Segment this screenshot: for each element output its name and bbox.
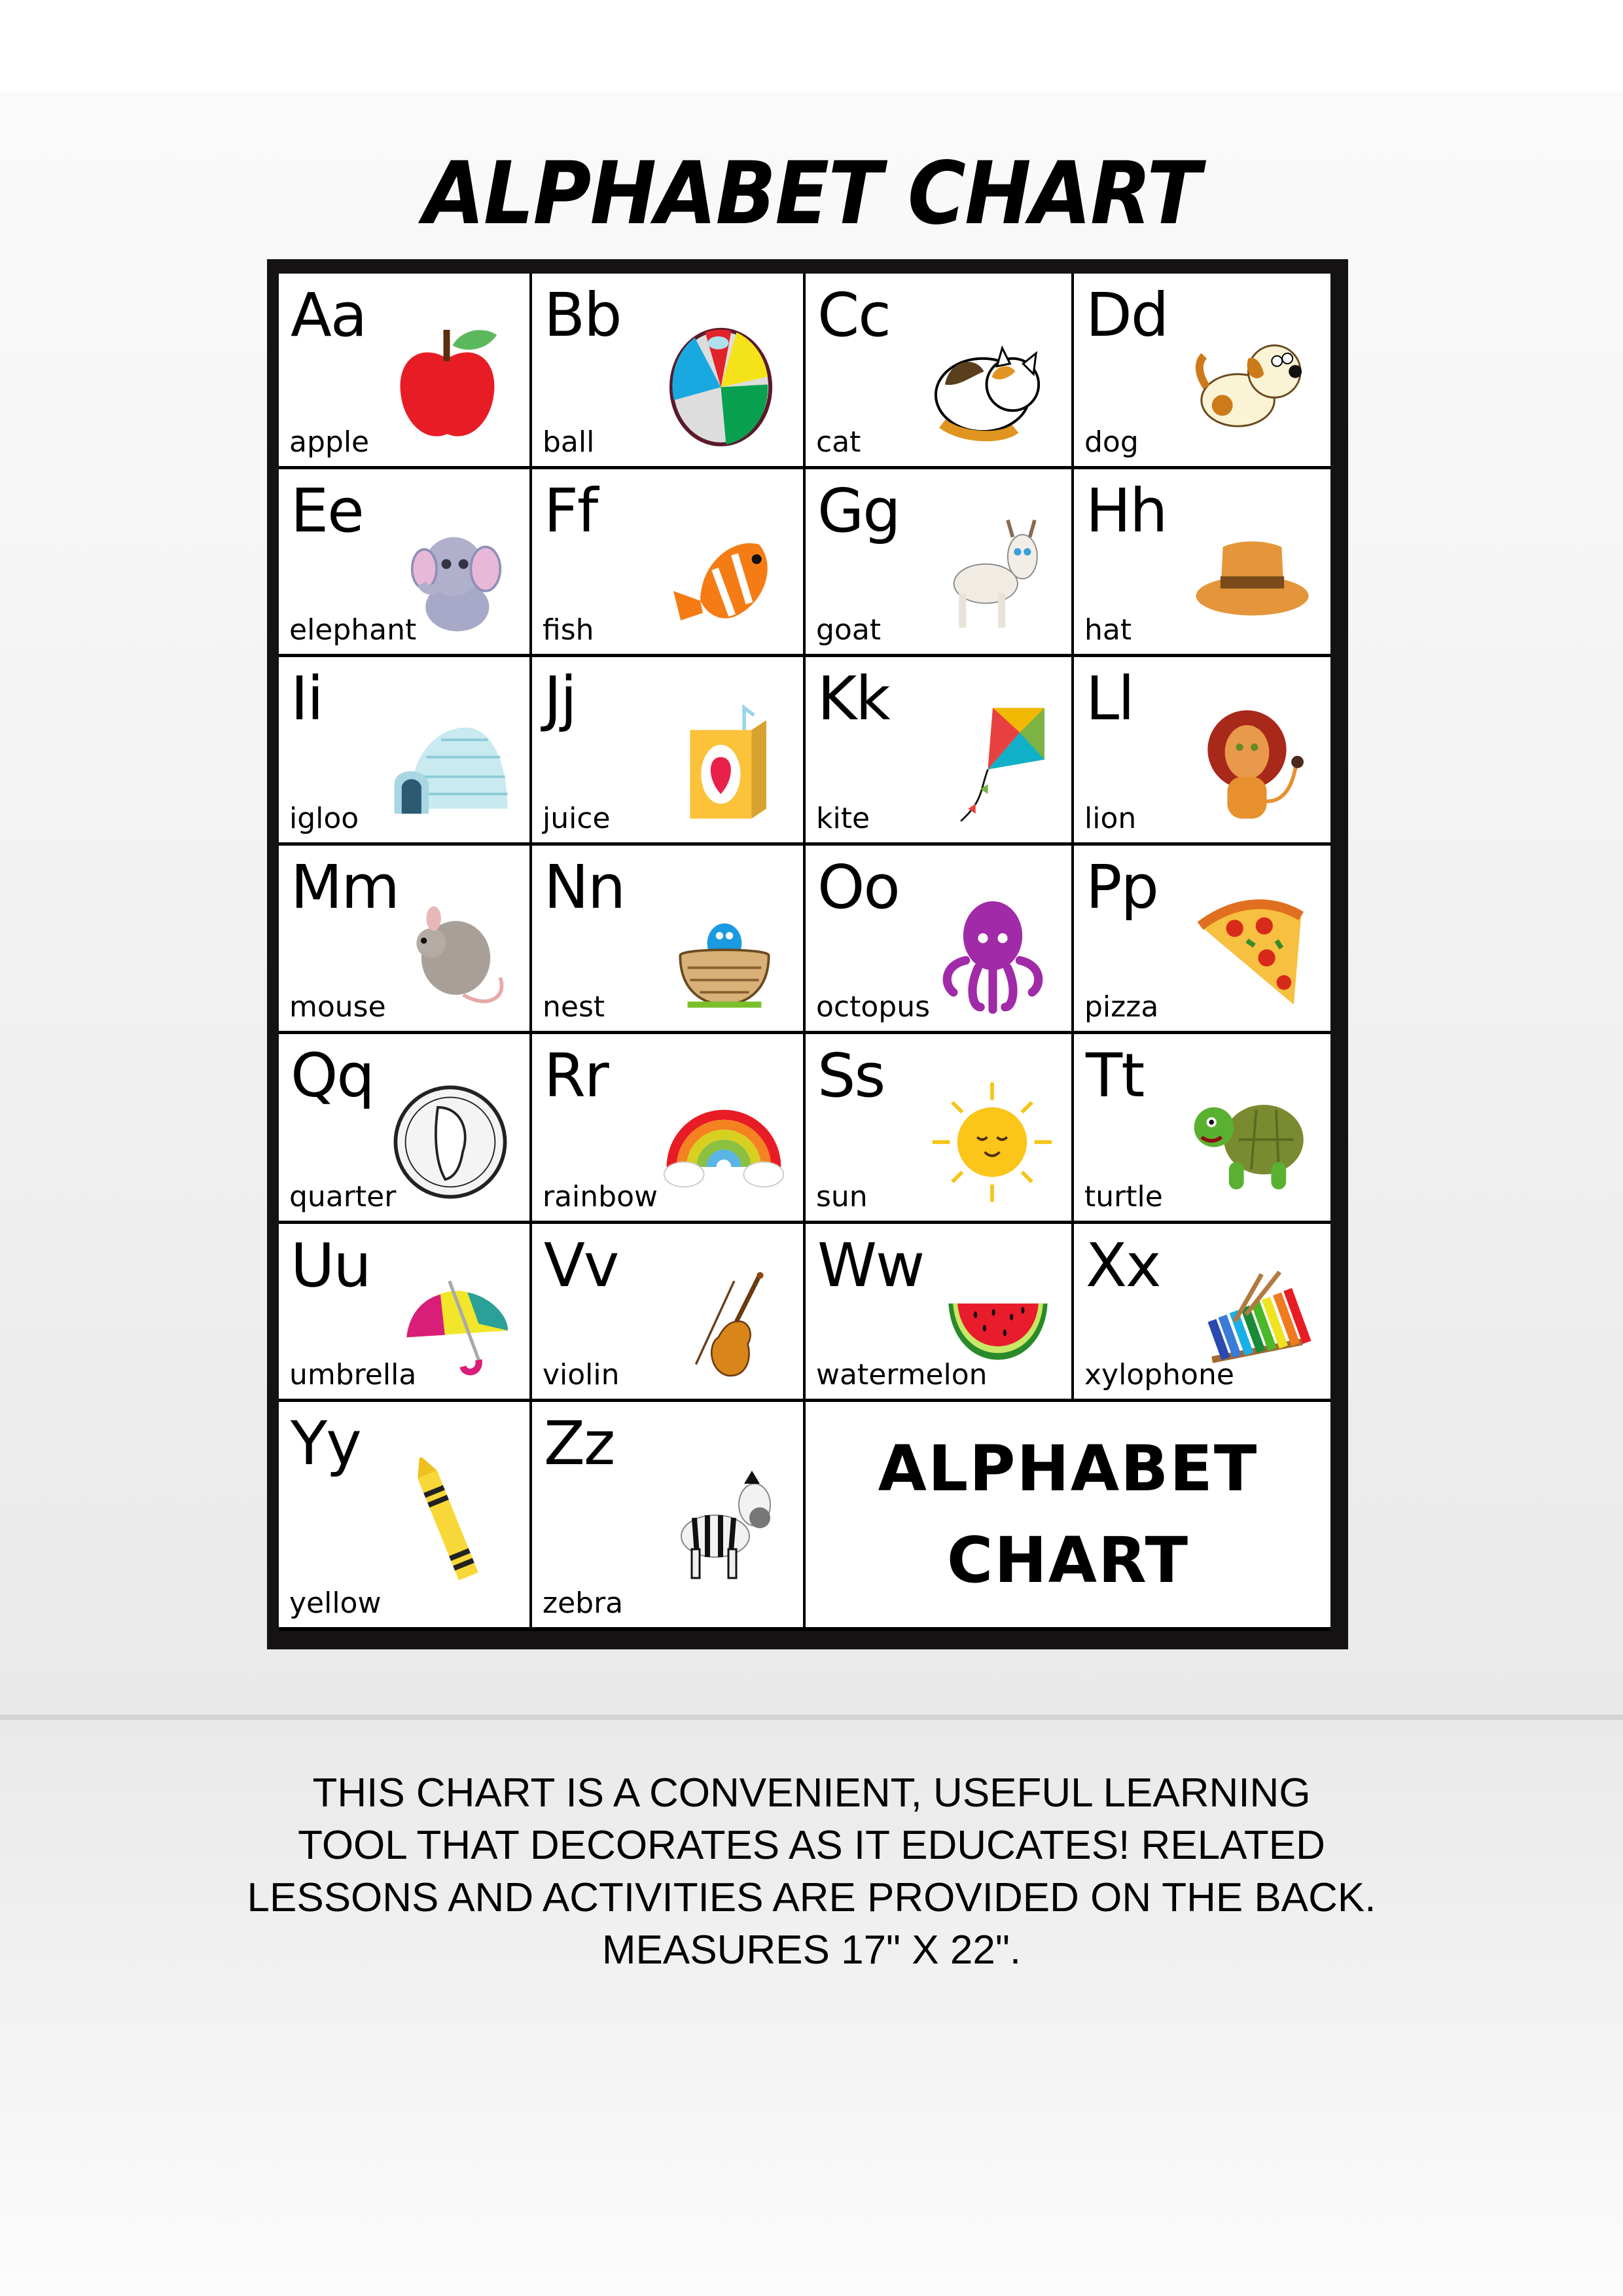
word-label: sun xyxy=(816,1180,868,1213)
word-label: goat xyxy=(816,613,882,647)
letter-card-v xyxy=(532,1224,806,1402)
letter-card-k xyxy=(806,657,1074,846)
chart-label-line: ALPHABET xyxy=(878,1432,1258,1505)
letter-card-y xyxy=(279,1402,532,1631)
word-label: juice xyxy=(543,802,611,835)
lion-icon xyxy=(1190,703,1313,826)
word-label: pizza xyxy=(1084,990,1159,1024)
page-title: ALPHABET CHART xyxy=(423,143,1200,244)
letter-pair: Bb xyxy=(544,280,621,350)
letter-card-a xyxy=(279,274,532,469)
letter-card-f xyxy=(532,469,806,657)
word-label: umbrella xyxy=(289,1358,417,1391)
word-label: quarter xyxy=(289,1180,397,1213)
kite-icon xyxy=(931,703,1054,826)
letter-pair: Ww xyxy=(817,1230,924,1300)
letter-pair: Aa xyxy=(291,280,366,350)
letter-card-x xyxy=(1074,1224,1330,1402)
letter-card-h xyxy=(1074,469,1330,657)
letter-pair: Zz xyxy=(544,1408,615,1479)
violin-icon xyxy=(673,1270,786,1382)
word-label: mouse xyxy=(289,990,386,1024)
word-label: octopus xyxy=(816,990,931,1024)
letter-pair: Nn xyxy=(544,852,625,922)
word-label: ball xyxy=(543,425,595,459)
quarter-icon xyxy=(388,1080,512,1204)
letter-card-j xyxy=(532,657,806,846)
word-label: kite xyxy=(816,802,870,835)
chart-label-card xyxy=(806,1402,1330,1631)
letter-pair: Ff xyxy=(544,476,597,546)
word-label: xylophone xyxy=(1084,1358,1234,1391)
letter-card-e xyxy=(279,469,532,657)
letter-pair: Tt xyxy=(1086,1041,1144,1111)
dog-icon xyxy=(1183,319,1313,450)
mouse-icon xyxy=(389,891,512,1014)
letter-pair: Cc xyxy=(817,280,890,350)
letter-pair: Kk xyxy=(817,664,889,734)
word-label: nest xyxy=(543,990,605,1024)
letter-card-t xyxy=(1074,1034,1330,1224)
letter-pair: Mm xyxy=(291,852,399,922)
letter-card-m xyxy=(279,846,532,1034)
letter-card-q xyxy=(279,1034,532,1224)
letter-pair: Gg xyxy=(817,476,900,546)
word-label: elephant xyxy=(289,613,417,647)
letter-pair: Ll xyxy=(1086,664,1133,734)
zebra-icon xyxy=(655,1458,786,1588)
letter-pair: Jj xyxy=(544,664,576,734)
letter-pair: Pp xyxy=(1086,852,1158,922)
igloo-icon xyxy=(389,703,512,826)
cat-icon xyxy=(924,319,1054,450)
letter-card-g xyxy=(806,469,1074,657)
alphabet-grid xyxy=(279,274,1330,1631)
letter-pair: Rr xyxy=(544,1041,608,1111)
letter-card-r xyxy=(532,1034,806,1224)
sun-icon xyxy=(930,1080,1054,1204)
letter-pair: Oo xyxy=(817,852,899,922)
apple-icon xyxy=(382,319,512,450)
word-label: rainbow xyxy=(543,1180,658,1213)
pizza-icon xyxy=(1190,891,1313,1014)
letter-card-p xyxy=(1074,846,1330,1034)
juice-icon xyxy=(663,703,786,826)
letter-card-z xyxy=(532,1402,806,1631)
letter-pair: Vv xyxy=(544,1230,618,1300)
nest-icon xyxy=(663,891,786,1014)
word-label: hat xyxy=(1084,613,1132,647)
description-line: THIS CHART IS A CONVENIENT, USEFUL LEARNING xyxy=(312,1770,1311,1816)
letter-pair: Xx xyxy=(1086,1230,1160,1300)
umbrella-icon xyxy=(400,1270,512,1382)
letter-card-c xyxy=(806,274,1074,469)
letter-card-w xyxy=(806,1224,1074,1402)
letter-card-d xyxy=(1074,274,1330,469)
word-label: apple xyxy=(289,425,370,459)
hat-icon xyxy=(1191,515,1313,637)
word-label: watermelon xyxy=(816,1358,988,1391)
description-line: MEASURES 17" X 22". xyxy=(601,1928,1022,1973)
letter-card-u xyxy=(279,1224,532,1402)
turtle-icon xyxy=(1189,1080,1313,1204)
octopus-icon xyxy=(931,891,1054,1014)
word-label: yellow xyxy=(289,1587,382,1620)
chart-label-line: CHART xyxy=(946,1524,1190,1597)
letter-pair: Hh xyxy=(1086,476,1167,546)
crayon-icon xyxy=(382,1458,512,1588)
fish-icon xyxy=(664,515,786,637)
letter-card-b xyxy=(532,274,806,469)
product-description xyxy=(157,1767,1466,1977)
word-label: turtle xyxy=(1084,1180,1163,1213)
letter-pair: Ii xyxy=(291,664,323,734)
word-label: cat xyxy=(816,425,861,459)
letter-pair: Ee xyxy=(291,476,363,546)
word-label: violin xyxy=(543,1358,620,1391)
word-label: lion xyxy=(1084,802,1137,835)
word-label: igloo xyxy=(289,802,359,835)
letter-card-i xyxy=(279,657,532,846)
letter-card-o xyxy=(806,846,1074,1034)
rainbow-icon xyxy=(662,1080,786,1204)
divider xyxy=(0,1715,1623,1720)
word-label: fish xyxy=(543,613,594,647)
description-line: LESSONS AND ACTIVITIES ARE PROVIDED ON THE BACK. xyxy=(247,1875,1376,1920)
letter-card-n xyxy=(532,846,806,1034)
letter-card-l xyxy=(1074,657,1330,846)
letter-pair: Dd xyxy=(1086,280,1168,350)
goat-icon xyxy=(932,515,1054,637)
letter-card-s xyxy=(806,1034,1074,1224)
word-label: dog xyxy=(1084,425,1139,459)
letter-pair: Qq xyxy=(291,1041,374,1111)
letter-pair: Uu xyxy=(291,1230,370,1300)
ball-icon xyxy=(656,319,786,450)
letter-pair: Yy xyxy=(291,1408,361,1479)
word-label: zebra xyxy=(543,1587,624,1620)
description-line: TOOL THAT DECORATES AS IT EDUCATES! RELATED xyxy=(298,1823,1325,1868)
letter-pair: Ss xyxy=(817,1041,885,1111)
